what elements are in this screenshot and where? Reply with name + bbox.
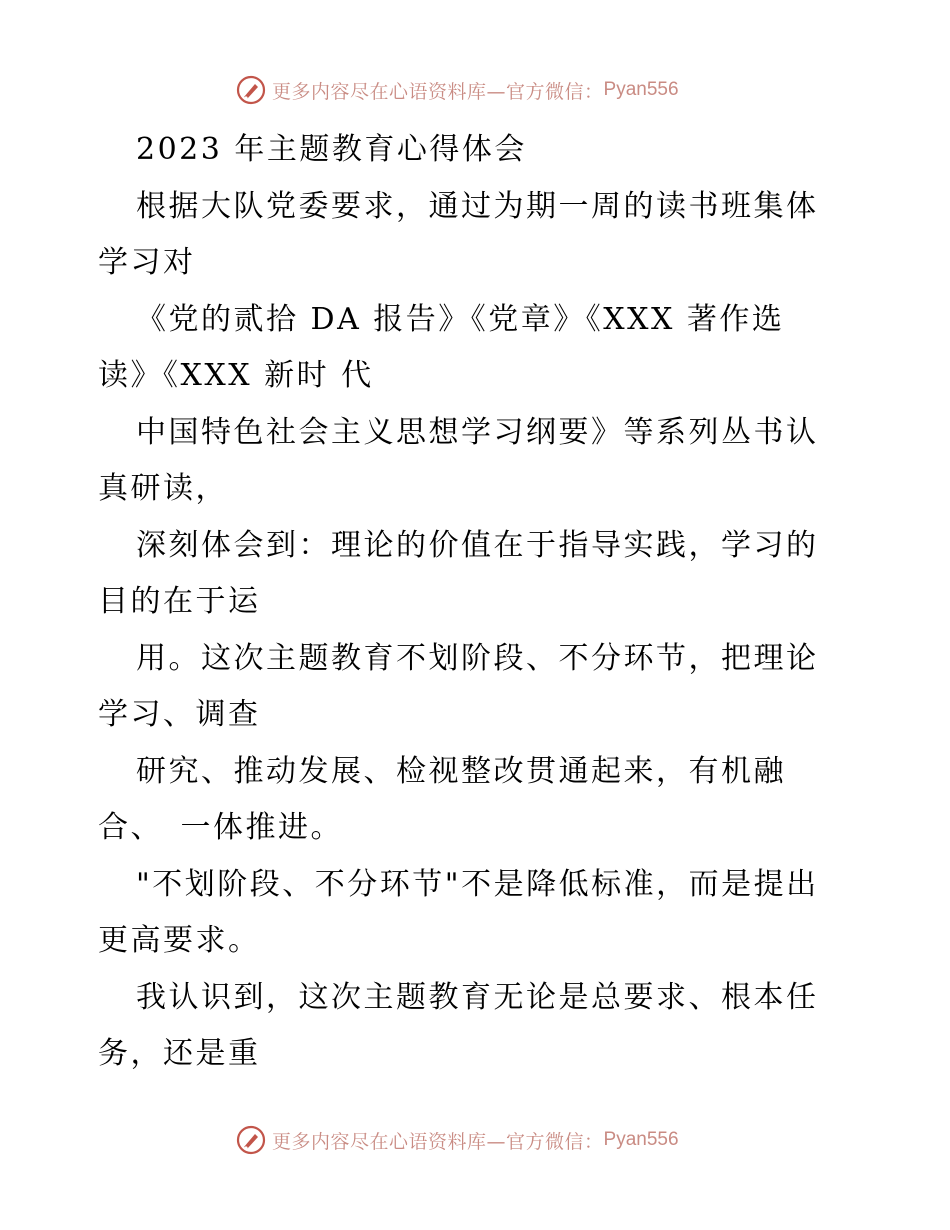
text-line: 学习、调查 xyxy=(98,697,261,732)
text-line: 中国特色社会主义思想学习纲要》等系列丛书认 xyxy=(136,414,819,450)
text-line: 务，还是重 xyxy=(98,1036,261,1071)
footer-watermark xyxy=(236,1123,679,1157)
text-line: 更高要求。 xyxy=(98,923,261,958)
text-line: 真研读， xyxy=(98,471,228,506)
watermark-text: 更多内容尽在心语资料库—官方微信： xyxy=(272,80,604,103)
text-line: 合、 一体推进。 xyxy=(98,810,343,845)
watermark-text: 更多内容尽在心语资料库—官方微信： xyxy=(272,1130,604,1153)
pen-logo-icon xyxy=(236,1125,266,1155)
text-line: 用。这次主题教育不划阶段、不分环节，把理论 xyxy=(136,640,819,676)
pen-logo-icon xyxy=(236,75,266,105)
text-line: 《党的贰拾 DA 报告》《党章》《XXX 著作选 xyxy=(136,301,785,337)
text-line: "不划阶段、不分环节"不是降低标准，而是提出 xyxy=(136,866,819,902)
text-line: 研究、推动发展、检视整改贯通起来，有机融 xyxy=(136,753,786,789)
text-line: 我认识到，这次主题教育无论是总要求、根本任 xyxy=(136,979,819,1015)
text-line: 学习对 xyxy=(98,245,196,280)
text-line: 根据大队党委要求，通过为期一周的读书班集体 xyxy=(136,188,819,224)
watermark-wechat-id: Pyan556 xyxy=(603,79,679,100)
document-body xyxy=(98,122,858,1083)
header-watermark xyxy=(236,73,679,107)
text-line: 深刻体会到：理论的价值在于指导实践，学习的 xyxy=(136,527,819,563)
watermark-wechat-id: Pyan556 xyxy=(603,1129,679,1150)
text-line: 读》《XXX 新时 代 xyxy=(98,358,374,393)
text-line: 目的在于运 xyxy=(98,584,261,619)
document-title: 2023 年主题教育心得体会 xyxy=(136,132,527,167)
